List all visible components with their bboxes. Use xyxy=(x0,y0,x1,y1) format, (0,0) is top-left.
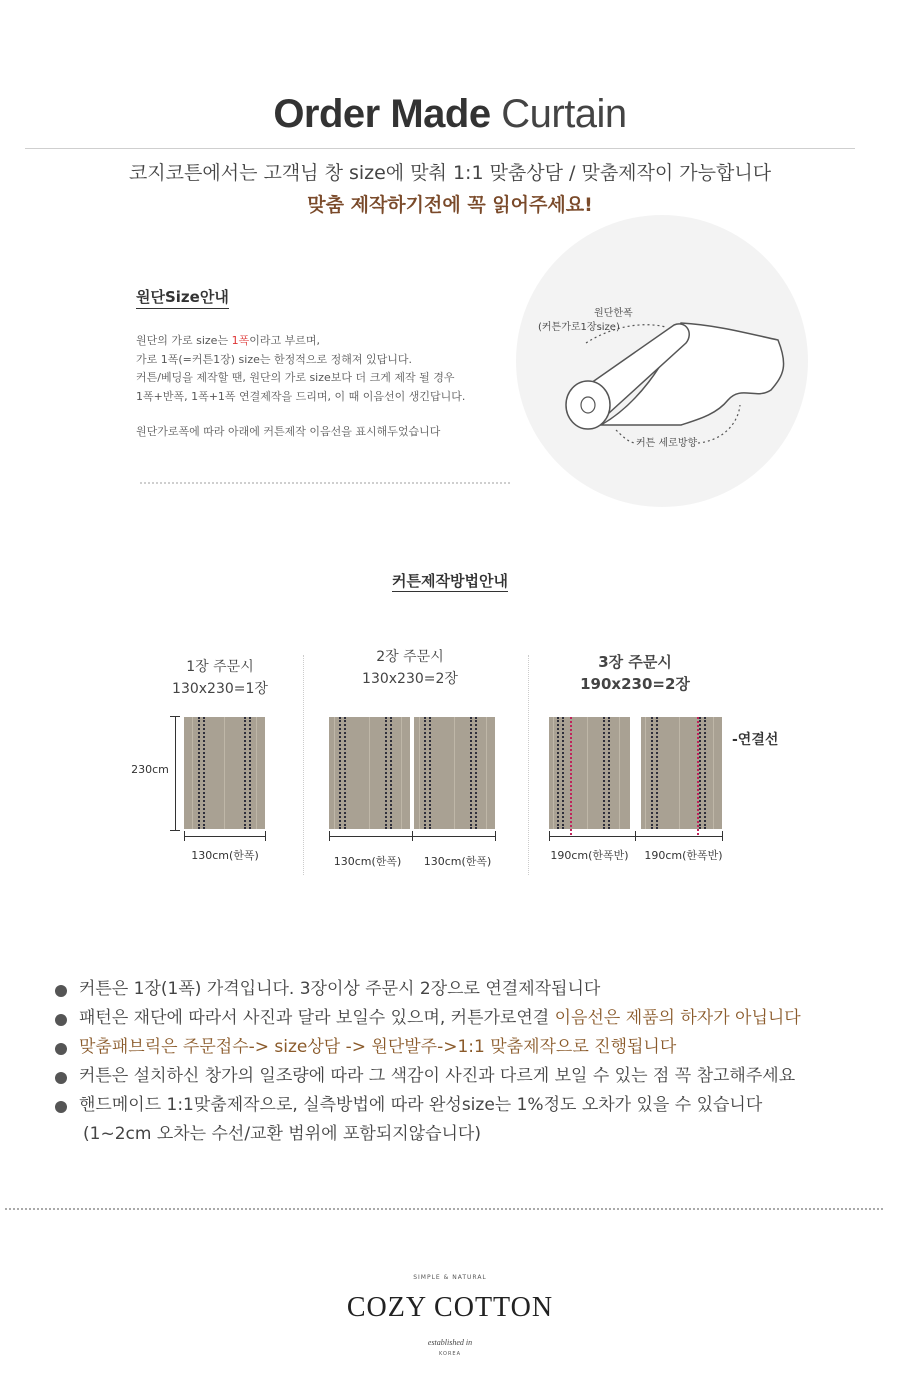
note-item-4 xyxy=(55,1062,895,1091)
join-line-right xyxy=(697,717,699,835)
col1-width-line xyxy=(184,836,265,837)
header-divider xyxy=(25,148,855,149)
curtain-panel-2b xyxy=(414,717,495,829)
col2-heading xyxy=(340,646,480,690)
method-guide-title: 커튼제작방법안내 xyxy=(392,572,508,590)
bullet-icon xyxy=(55,1101,67,1113)
height-measure-cap-top xyxy=(170,716,180,717)
bullet-icon xyxy=(55,1072,67,1084)
column-divider-2 xyxy=(528,655,529,875)
note-item-3 xyxy=(55,1033,895,1062)
col3-subheading: 190x230=2장 xyxy=(580,675,690,693)
fabric-line-1-highlight: 1폭 xyxy=(231,334,250,347)
fabric-line-3: 커튼/베딩을 제작할 땐, 원단의 가로 size보다 더 크게 제작 될 경우 xyxy=(136,371,455,384)
col2-subheading: 130x230=2장 xyxy=(362,671,458,687)
logo-tagline: SIMPLE & NATURAL xyxy=(413,1274,487,1281)
column-divider-1 xyxy=(303,655,304,875)
note-1-text: 커튼은 1장(1폭) 가격입니다. 3장이상 주문시 2장으로 연결제작됩니다 xyxy=(79,979,601,999)
col3-heading-text: 3장 주문시 xyxy=(598,653,672,671)
col3-width-cap-left xyxy=(549,831,550,841)
title-bold: Order Made xyxy=(273,92,491,136)
col1-width-label: 130cm(한폭) xyxy=(191,849,259,862)
bullet-icon xyxy=(55,1014,67,1026)
note-5-text: 핸드메이드 1:1맞춤제작으로, 실측방법에 따라 완성size는 1%정도 오차가 있을 수 있습니다 xyxy=(79,1095,763,1115)
note-item-5 xyxy=(55,1091,895,1120)
col3-width-cap-mid xyxy=(635,831,636,841)
join-line-left xyxy=(570,717,572,835)
note-5-subtext: (1~2cm 오차는 수선/교환 범위에 포함되지않습니다) xyxy=(83,1124,481,1144)
col1-width-cap-right xyxy=(265,831,266,841)
brand-logo: COZY COTTON xyxy=(346,1292,554,1323)
note-4-text: 커튼은 설치하신 창가의 일조량에 따라 그 색감이 사진과 다르게 보일 수 있는 점 꼭 참고해주세요 xyxy=(79,1066,796,1086)
height-label: 230cm xyxy=(131,763,169,776)
bullet-icon xyxy=(55,1043,67,1055)
fabric-line-4: 1폭+반폭, 1폭+1폭 연결제작을 드리며, 이 때 이음선이 생긴답니다. xyxy=(136,389,466,403)
col3-width-label-b: 190cm(한폭반) xyxy=(644,849,723,862)
col2-width-cap-right xyxy=(495,831,496,841)
col1-subheading: 130x230=1장 xyxy=(172,681,268,697)
curtain-panel-3b xyxy=(641,717,722,829)
note-2-highlight: 이음선은 제품의 하자가 아닙니다 xyxy=(554,1008,801,1028)
note-item-2 xyxy=(55,1004,895,1033)
fabric-line-1-post: 이라고 부르며, xyxy=(249,334,320,347)
join-line-label: -연결선 xyxy=(732,732,779,748)
notes-list xyxy=(55,975,895,1149)
col2-width-cap-left xyxy=(329,831,330,841)
diagram-label-bottom: 커튼 세로방향 xyxy=(636,438,698,449)
height-measure-cap-bottom xyxy=(170,830,180,831)
note-3-text: 맞춤패브릭은 주문접수-> size상담 -> 원단발주->1:1 맞춤제작으로 진행됩니다 xyxy=(79,1037,677,1057)
fabric-roll-diagram xyxy=(516,215,808,507)
bullet-icon xyxy=(55,985,67,997)
curtain-panel-2a xyxy=(329,717,410,829)
col2-width-label-a: 130cm(한폭) xyxy=(333,855,402,868)
title-light: Curtain xyxy=(501,92,627,136)
fabric-line-1 xyxy=(136,332,516,351)
note-2-text: 패턴은 재단에 따라서 사진과 달라 보일수 있으며, 커튼가로연결 xyxy=(79,1008,555,1028)
fabric-line-2: 가로 1폭(=커튼1장) size는 한정적으로 정해져 있답니다. xyxy=(136,352,412,366)
note-item-1 xyxy=(55,975,895,1004)
col2-heading-text: 2장 주문시 xyxy=(376,649,444,665)
diagram-label-top-2: (커튼가로1장size) xyxy=(538,322,620,333)
col2-width-cap-mid xyxy=(412,831,413,841)
fabric-size-title: 원단Size안내 xyxy=(136,286,229,309)
intro-line-2: 맞춤 제작하기전에 꼭 읽어주세요! xyxy=(307,194,593,216)
footer-divider xyxy=(5,1208,883,1210)
col1-width-cap-left xyxy=(184,831,185,841)
fabric-size-description xyxy=(136,332,516,442)
logo-country: KOREA xyxy=(439,1351,461,1357)
col3-width-label-a: 190cm(한폭반) xyxy=(550,849,629,862)
col3-width-cap-right xyxy=(722,831,723,841)
col2-width-label-b: 130cm(한폭) xyxy=(423,855,492,868)
fabric-line-1-pre: 원단의 가로 size는 xyxy=(136,334,232,347)
curtain-panel-1 xyxy=(184,717,265,829)
height-measure-line xyxy=(175,716,176,830)
diagram-label-top-1: 원단한폭 xyxy=(594,308,633,319)
col3-heading xyxy=(560,651,710,695)
col1-heading xyxy=(150,656,290,700)
method-guide-heading xyxy=(0,570,900,591)
logo-established: established in xyxy=(427,1338,473,1347)
fabric-section-divider xyxy=(140,482,510,484)
fabric-line-5: 원단가로폭에 따라 아래에 커튼제작 이음선을 표시해두었습니다 xyxy=(136,425,441,438)
intro-line-1: 코지코튼에서는 고객님 창 size에 맞춰 1:1 맞춤상담 / 맞춤제작이 가능합니다 xyxy=(128,162,772,184)
curtain-panel-3a xyxy=(549,717,630,829)
col1-heading-text: 1장 주문시 xyxy=(186,659,254,675)
page-title xyxy=(0,92,900,137)
